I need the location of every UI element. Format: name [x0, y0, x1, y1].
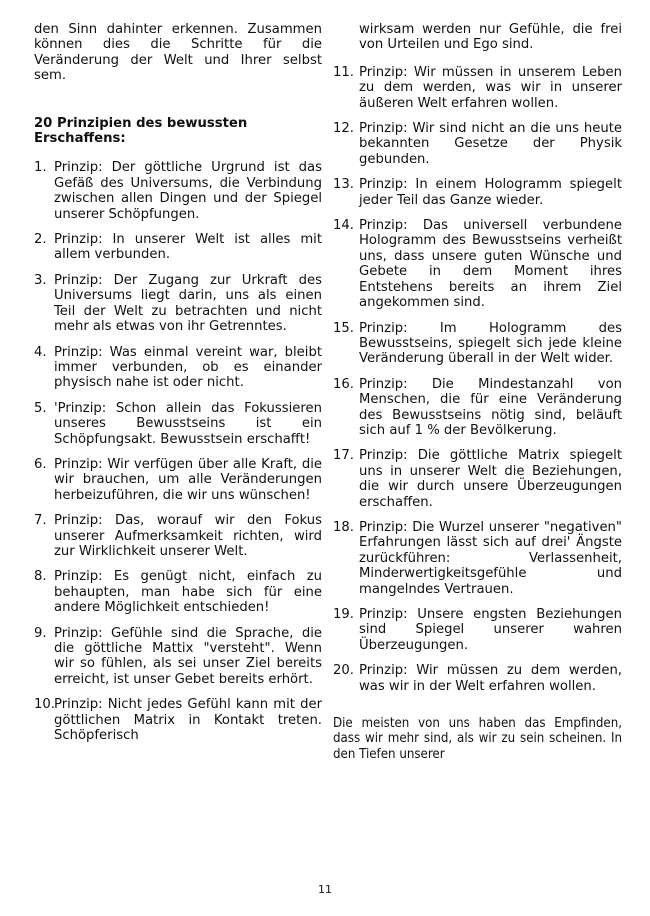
principle-number: 17.: [333, 448, 354, 464]
principle-text: Prinzip: Unsere engsten Beziehungen sind Spiegel unserer wahren Überzeugungen.: [359, 607, 622, 653]
principle-text: Prinzip: Nicht jedes Gefühl kann mit der göttlichen Matrix in Kontakt treten. Schöpferisch: [54, 697, 322, 744]
principle-item: [34, 273, 322, 335]
principle-number: 1.: [34, 160, 47, 176]
principle-number: 2.: [34, 232, 47, 248]
principle-text: Prinzip: Das, worauf wir den Fokus unserer Aufmerksamkeit richten, wird zur Wirklichkeit unserer Welt.: [54, 513, 322, 559]
section-heading: 20 Prinzipien des bewussten Erschaffens:: [34, 115, 248, 147]
principle-item: [333, 177, 622, 208]
principle-item: [333, 121, 622, 167]
principles-list-right: [333, 65, 622, 694]
principle-number: 12.: [333, 121, 354, 137]
principle-text: Prinzip: Die Mindestanzahl von Menschen, die für eine Veränderung des Bewusstseins nötig sind, beläuft sich auf 1 % der Bevölkerung.: [359, 376, 622, 438]
right-intro-paragraph: wirksam werden nur Gefühle, die frei von Urteilen und Ego sind.: [359, 22, 622, 53]
principle-number: 15.: [333, 320, 354, 336]
principle-item: [34, 160, 322, 222]
principle-number: 8.: [34, 569, 47, 585]
closing-paragraph: Die meisten von uns haben das Empfinden, dass wir mehr sind, als wir zu sein scheinen. In den Tiefen unserer: [333, 716, 622, 762]
principle-text: Prinzip: In einem Hologramm spiegelt jeder Teil das Ganze wieder.: [359, 177, 622, 208]
principle-item: [34, 569, 322, 615]
principle-text: Prinzip: Die Wurzel unserer "negativen" Erfahrungen lässt sich auf drei' Ängste zurückführen: Verlassenheit, Minderwertigkeitsgefühle und mangelndes Vertrauen.: [359, 519, 622, 597]
principle-text: Prinzip: Was einmal vereint war, bleibt immer verbunden, ob es einander physisch nahe ist oder nicht.: [54, 344, 322, 391]
principle-item: [34, 697, 322, 743]
principle-text: Prinzip: Es genügt nicht, einfach zu behaupten, man habe sich für eine andere Möglichkeit entschieden!: [54, 569, 322, 616]
principle-number: 9.: [34, 625, 47, 641]
principle-number: 4.: [34, 344, 47, 360]
principle-text: Prinzip: Wir sind nicht an die uns heute bekannten Gesetze der Physik gebunden.: [359, 121, 622, 167]
principle-item: [333, 520, 622, 597]
principle-item: [34, 345, 322, 391]
left-column: [34, 22, 322, 743]
principle-text: Prinzip: Der Zugang zur Urkraft des Universums liegt darin, uns als einen Teil der Welt zu betrachten und nicht mehr als etwas von ihr Getrenntes.: [54, 272, 322, 335]
principle-item: [34, 232, 322, 263]
principle-number: 20.: [333, 663, 354, 679]
principle-item: [34, 513, 322, 559]
principle-item: [333, 218, 622, 310]
principle-item: [34, 401, 322, 447]
principle-item: [333, 663, 622, 694]
principle-item: [34, 626, 322, 688]
principle-number: 5.: [34, 400, 47, 416]
principle-text: Prinzip: Das universell verbundene Hologramm des Bewusstseins verheißt uns, dass unsere guten Wünsche und Gebete in dem Moment ihres Entstehens bereits an ihrem Ziel angekommen sind.: [359, 218, 622, 311]
principle-number: 11.: [333, 64, 354, 80]
principle-text: Prinzip: Wir müssen zu dem werden, was wir in der Welt erfahren wollen.: [359, 663, 622, 694]
principle-text: Prinzip: Wir müssen in unserem Leben zu dem werden, was wir in unserer äußeren Welt erfahren wollen.: [359, 64, 622, 111]
principle-number: 6.: [34, 456, 47, 472]
principle-number: 3.: [34, 272, 47, 288]
principle-number: 18.: [333, 519, 354, 535]
principle-item: [34, 457, 322, 503]
principle-text: Prinzip: Der göttliche Urgrund ist das Gefäß des Universums, die Verbindung zwischen allen Dingen und der Spiegel unserer Schöpfungen.: [54, 160, 322, 222]
principle-text: Prinzip: Gefühle sind die Sprache, die die göttliche Mattix "versteht". Wenn wir so fühlen, als sei unser Ziel bereits erreicht, ist unser Gebet bereits erhört.: [54, 625, 322, 687]
left-intro-paragraph: den Sinn dahinter erkennen. Zusammen können dies die Schritte für die Veränderung der Welt und Ihrer selbst sem.: [34, 22, 322, 84]
principle-number: 13.: [333, 177, 354, 193]
principle-text: 'Prinzip: Schon allein das Fokussieren unseres Bewusstseins ist ein Schöpfungsakt. Bewusstsein erschafft!: [54, 400, 322, 447]
principle-text: Prinzip: In unserer Welt ist alles mit allem verbunden.: [54, 232, 322, 263]
principle-number: 16.: [333, 376, 354, 392]
principle-item: [333, 448, 622, 510]
principle-item: [333, 65, 622, 111]
principle-number: 7.: [34, 513, 47, 529]
principle-item: [333, 607, 622, 653]
principle-text: Prinzip: Wir verfügen über alle Kraft, die wir brauchen, um alle Veränderungen herbeizuführen, die wir uns wünschen!: [54, 456, 322, 503]
principle-number: 10.: [34, 697, 55, 713]
principle-number: 14.: [333, 218, 354, 234]
principles-list-left: [34, 160, 322, 743]
principle-item: [333, 377, 622, 439]
principle-text: Prinzip: Im Hologramm des Bewusstseins, spiegelt sich jede kleine Veränderung überall in der Welt wider.: [359, 320, 622, 367]
right-column: [333, 22, 622, 762]
principle-number: 19.: [333, 607, 354, 622]
principle-text: Prinzip: Die göttliche Matrix spiegelt uns in unserer Welt die Beziehungen, die wir durch unsere Überzeugungen erschaffen.: [359, 448, 622, 510]
page-number: 11: [318, 883, 332, 896]
principle-item: [333, 321, 622, 367]
